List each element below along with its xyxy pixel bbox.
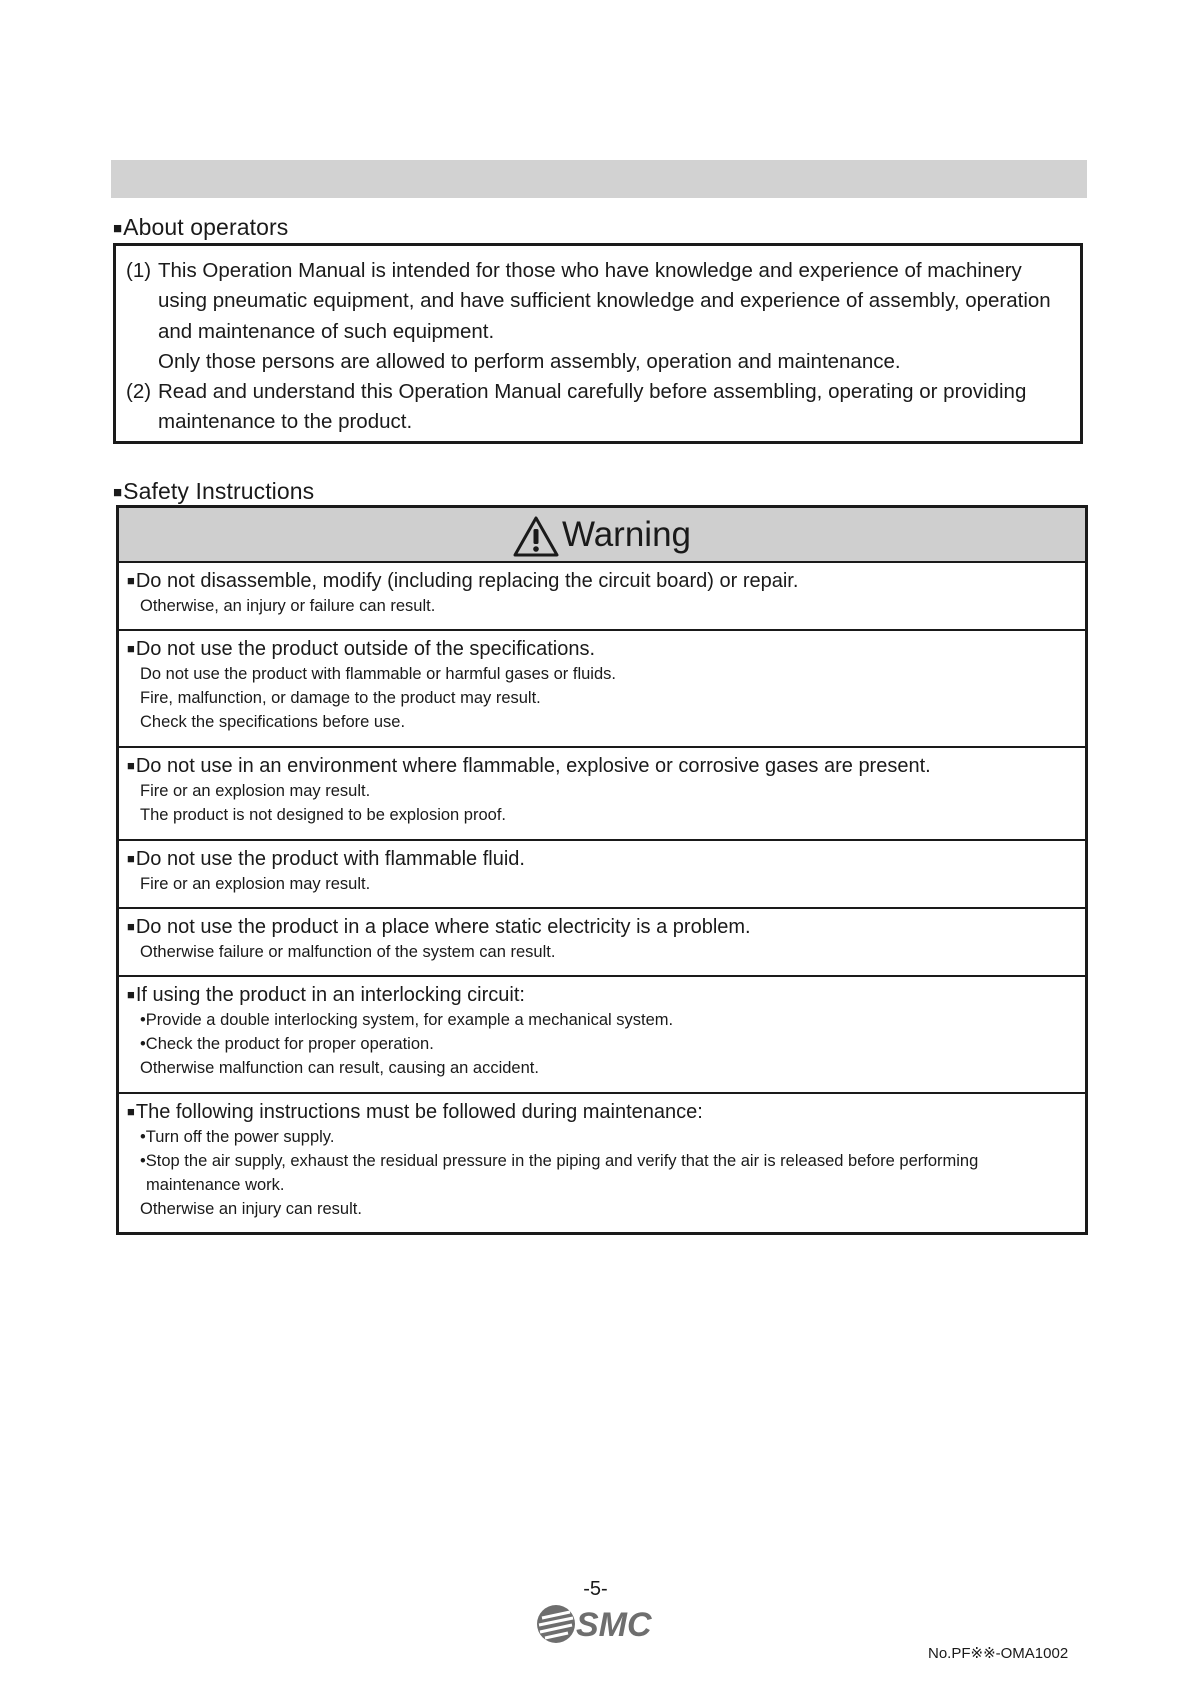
operator-line: This Operation Manual is intended for those who have knowledge and experience of machinery xyxy=(158,259,1022,282)
square-bullet-icon: ■ xyxy=(127,573,135,588)
square-bullet-icon: ■ xyxy=(127,641,135,656)
smc-logo-text: SMC xyxy=(576,1606,652,1644)
safety-instructions-heading: ■Safety Instructions xyxy=(113,478,315,504)
document-number: No.PF※※-OMA1002 xyxy=(928,1645,1069,1662)
operator-line: maintenance to the product. xyxy=(158,410,413,434)
warning-header xyxy=(119,508,1085,563)
warning-row: ■Do not use the product in a place where static electricity is a problem. Otherwise failure or malfunction of the system can result. xyxy=(119,909,1085,977)
operators-box xyxy=(113,243,1083,444)
operator-item: (2) Read and understand this Operation Manual carefully before assembling, operating or providing maintenance to the product. xyxy=(126,377,1072,438)
about-operators-heading: ■About operators xyxy=(113,214,289,240)
smc-logo xyxy=(534,1602,664,1646)
square-bullet-icon: ■ xyxy=(113,220,123,237)
operator-line: Only those persons are allowed to perform assembly, operation and maintenance. xyxy=(158,349,901,373)
square-bullet-icon: ■ xyxy=(113,484,123,501)
warning-title: Warning xyxy=(561,514,692,554)
warning-row: ■If using the product in an interlocking circuit: •Provide a double interlocking system, for example a mechanical system. •Check the product for proper operation. Otherwise malfunction can result, causing an accident. xyxy=(119,977,1085,1094)
warning-triangle-icon xyxy=(513,515,559,557)
warning-row: ■Do not use the product outside of the specifications. Do not use the product with flammable or harmful gases or fluids. Fire, malfunction, or damage to the product may result. Check the specifications before use. xyxy=(119,631,1085,748)
operator-line: using pneumatic equipment, and have sufficient knowledge and experience of assembly, operation xyxy=(158,289,1051,313)
operator-line: and maintenance of such equipment. xyxy=(158,319,495,343)
warning-table xyxy=(116,505,1088,1235)
warning-row: ■Do not use the product with flammable fluid. Fire or an explosion may result. xyxy=(119,841,1085,909)
warning-row: ■The following instructions must be followed during maintenance: •Turn off the power supply. •Stop the air supply, exhaust the residual pressure in the piping and verify that the air is released before performing maintenance work. Otherwise an injury can result. xyxy=(127,1101,979,1218)
warning-row: ■Do not disassemble, modify (including replacing the circuit board) or repair. Otherwise, an injury or failure can result. xyxy=(119,563,1085,631)
operator-item: (1) This Operation Manual is intended for those who have knowledge and experience of machinery using pneumatic equipment, and have sufficient knowledge and experience of assembly, operation and maintenance of such equipment. Only those persons are allowed to perform assembly, operation and maintenance. xyxy=(126,256,1072,377)
square-bullet-icon: ■ xyxy=(127,758,135,773)
operator-line: Read and understand this Operation Manual carefully before assembling, operating or providing xyxy=(158,380,1027,404)
square-bullet-icon: ■ xyxy=(127,919,135,934)
square-bullet-icon: ■ xyxy=(127,1104,135,1119)
header-bar xyxy=(111,160,1087,198)
square-bullet-icon: ■ xyxy=(127,851,135,866)
page-number: -5- xyxy=(583,1578,608,1600)
warning-row: ■Do not use in an environment where flammable, explosive or corrosive gases are present. Fire or an explosion may result. The product is not designed to be explosion proof. xyxy=(119,748,1085,841)
square-bullet-icon: ■ xyxy=(127,987,135,1002)
